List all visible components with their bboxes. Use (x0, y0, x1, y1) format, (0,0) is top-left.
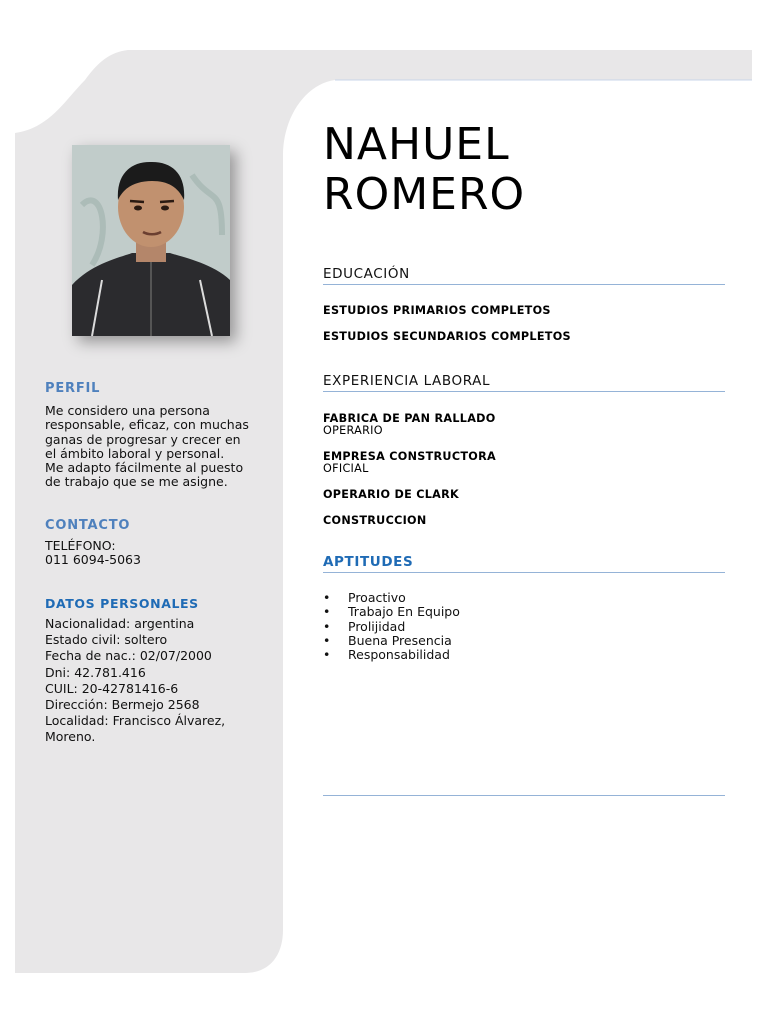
educacion-heading: EDUCACIÓN (323, 266, 725, 285)
experiencia-role: OFICIAL (323, 462, 369, 475)
perfil-line: Me considero una persona (45, 403, 210, 418)
profile-photo (72, 145, 230, 336)
contacto-heading: CONTACTO (45, 518, 131, 533)
experiencia-title: FABRICA DE PAN RALLADO (323, 412, 496, 425)
perfil-line: responsable, eficaz, con muchas (45, 417, 249, 433)
perfil-line: Me adapto fácilmente al puesto (45, 460, 244, 476)
perfil-line: de trabajo que se me asigne. (45, 474, 228, 490)
divider (323, 795, 725, 796)
first-name: NAHUEL (323, 119, 510, 170)
experiencia-item (323, 488, 459, 501)
aptitud-item: • Buena Presencia (323, 634, 460, 648)
datos-line: Localidad: Francisco Álvarez, (45, 713, 226, 729)
datos-line: Dirección: Bermejo 2568 (45, 697, 200, 713)
experiencia-item (323, 412, 496, 437)
datos-heading: DATOS PERSONALES (45, 596, 199, 611)
datos-list (45, 616, 225, 746)
perfil-line: ganas de progresar y crecer en (45, 431, 241, 447)
datos-line: Fecha de nac.: 02/07/2000 (45, 648, 212, 664)
full-name (323, 120, 525, 220)
educacion-item: ESTUDIOS PRIMARIOS COMPLETOS (323, 304, 551, 317)
aptitud-item: • Trabajo En Equipo (323, 605, 460, 619)
perfil-heading: PERFIL (45, 381, 101, 396)
experiencia-title: CONSTRUCCION (323, 514, 427, 527)
datos-line: Nacionalidad: argentina (45, 616, 195, 631)
experiencia-title: EMPRESA CONSTRUCTORA (323, 450, 496, 463)
perfil-text (45, 404, 270, 490)
aptitud-item: • Prolijidad (323, 620, 460, 634)
datos-line: Moreno. (45, 729, 96, 745)
experiencia-role: OPERARIO (323, 424, 383, 437)
perfil-line: el ámbito laboral y personal. (45, 445, 225, 461)
aptitud-item: • Responsabilidad (323, 648, 460, 662)
last-name: ROMERO (323, 169, 526, 220)
experiencia-heading: EXPERIENCIA LABORAL (323, 373, 725, 392)
datos-line: CUIL: 20-42781416-6 (45, 680, 179, 696)
experiencia-item (323, 514, 427, 527)
phone-label: TELÉFONO: (45, 538, 116, 553)
aptitud-item: • Proactivo (323, 591, 460, 605)
aptitudes-heading: APTITUDES (323, 554, 725, 573)
aptitudes-list (323, 591, 460, 662)
experiencia-item (323, 450, 496, 475)
datos-line: Dni: 42.781.416 (45, 664, 146, 680)
contacto-text (45, 539, 270, 568)
phone-number: 011 6094-5063 (45, 552, 141, 568)
educacion-item: ESTUDIOS SECUNDARIOS COMPLETOS (323, 330, 571, 343)
datos-line: Estado civil: soltero (45, 632, 168, 648)
experiencia-title: OPERARIO DE CLARK (323, 488, 460, 501)
